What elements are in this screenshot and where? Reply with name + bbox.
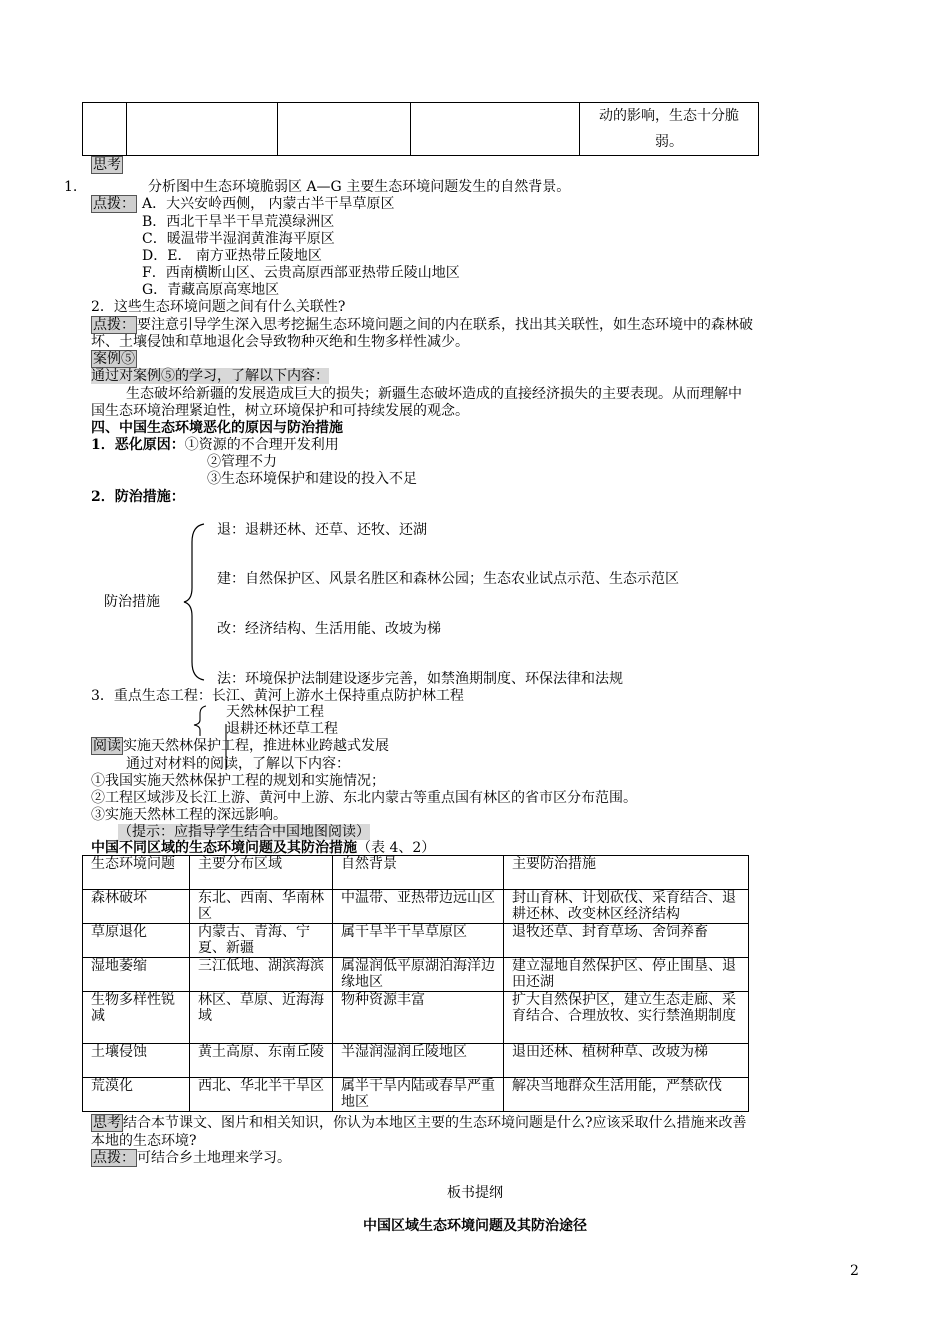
table-cell: 属湿润低平原湖泊海洋边缘地区	[333, 958, 504, 992]
measure-item: 建：自然保护区、风景名胜区和森林公园；生态农业试点示范、生态示范区	[217, 571, 679, 587]
table-cell: 建立湿地自然保护区、停止围垦、退田还湖	[504, 958, 749, 992]
table-cell: 东北、西南、华南林区	[190, 890, 333, 924]
top-table-cell	[127, 103, 278, 156]
table-cell: 三江低地、湖滨海滨	[190, 958, 333, 992]
table-cell: 物种资源丰富	[333, 992, 504, 1044]
hint-line: D．E． 南方亚热带丘陵地区	[142, 248, 322, 264]
hint2-line2: 坏、土壤侵蚀和草地退化会导致物种灭绝和生物多样性减少。	[91, 334, 469, 350]
table-cell: 生物多样性锐减	[83, 992, 190, 1044]
hint-line: A．大兴安岭西侧， 内蒙古半干旱草原区	[142, 196, 395, 212]
top-table-fragment	[82, 102, 759, 156]
outline-title: 中国区域生态环境问题及其防治途径	[363, 1218, 587, 1234]
think2-line: 结合本节课文、图片和相关知识，你认为本地区主要的生态环境问题是什么?应该采取什么措施来改善	[123, 1115, 747, 1131]
case-line: 生态破坏给新疆的发展造成巨大的损失；新疆生态破坏造成的直接经济损失的主要表现。从而理解中	[126, 386, 742, 402]
top-table-cell	[278, 103, 411, 156]
hint-tag: 点拨：	[93, 317, 135, 333]
hint-line: G．青藏高原高寒地区	[142, 282, 280, 298]
measures-label: 2．防治措施：	[91, 489, 185, 505]
table-row	[83, 1078, 749, 1112]
case-line: 国生态环境治理紧迫性，树立环境保护和可持续发展的观念。	[91, 403, 469, 419]
ecology-table	[82, 855, 749, 1112]
key-sub-item: 退耕还林还草工程	[226, 721, 338, 737]
top-table-last-cell	[580, 103, 759, 156]
measure-item: 改：经济结构、生活用能、改坡为梯	[217, 621, 441, 637]
key-projects: 3．重点生态工程：长江、黄河上游水土保持重点防护林工程	[91, 688, 464, 704]
cause-item: ①资源的不合理开发利用	[184, 437, 339, 453]
reading-tip: （提示：应指导学生结合中国地图阅读）	[118, 824, 370, 840]
measure-item: 退：退耕还林、还草、还牧、还湖	[217, 522, 427, 538]
reading-title: 实施天然林保护工程，推进林业跨越式发展	[123, 738, 389, 754]
table-cell: 西北、华北半干旱区	[190, 1078, 333, 1112]
table-header: 生态环境问题	[83, 856, 190, 890]
table-cell: 退牧还草、封育草场、舍饲养畜	[504, 924, 749, 958]
curly-brace-icon	[180, 522, 210, 682]
hint2-line1: 要注意引导学生深入思考挖掘生态环境问题之间的内在联系，找出其关联性，如生态环境中的森林破	[137, 317, 753, 333]
hint-line: F．西南横断山区、云贵高原西部亚热带丘陵山地区	[142, 265, 460, 281]
table-cell: 林区、草原、近海海域	[190, 992, 333, 1044]
table-row	[83, 890, 749, 924]
top-table-cell	[411, 103, 580, 156]
measure-item: 法：环境保护法制建设逐步完善，如禁渔期制度、环保法律和法规	[217, 671, 623, 687]
case-intro: 通过对案例⑤的学习，了解以下内容：	[91, 368, 329, 384]
table-header: 自然背景	[333, 856, 504, 890]
think2-line: 本地的生态环境?	[91, 1133, 197, 1149]
table-cell: 封山育林、计划砍伐、采育结合、退耕还林、改变林区经济结构	[504, 890, 749, 924]
table-row	[83, 924, 749, 958]
table-row	[83, 958, 749, 992]
case-tag: 案例⑤	[93, 351, 135, 367]
top-cell-line: 动的影响，生态十分脆	[599, 108, 739, 124]
table-cell: 中温带、亚热带边远山区	[333, 890, 504, 924]
table-cell: 半湿润湿润丘陵地区	[333, 1044, 504, 1078]
hint-line: B．西北干旱半干旱荒漠绿洲区	[142, 214, 335, 230]
table-cell: 属半干旱内陆或春旱严重地区	[333, 1078, 504, 1112]
table-cell: 属干旱半干旱草原区	[333, 924, 504, 958]
page-number: 2	[850, 1263, 859, 1279]
table-cell: 退田还林、植树种草、改坡为梯	[504, 1044, 749, 1078]
table-cell: 森林破坏	[83, 890, 190, 924]
table-cell: 扩大自然保护区，建立生态走廊、采育结合、合理放牧、实行禁渔期制度	[504, 992, 749, 1044]
table-cell: 黄土高原、东南丘陵	[190, 1044, 333, 1078]
cause-item: ③生态环境保护和建设的投入不足	[207, 471, 417, 487]
question-text: 分析图中生态环境脆弱区 A—G 主要生态环境问题发生的自然背景。	[148, 179, 571, 195]
outline-heading: 板书提纲	[447, 1185, 503, 1201]
table-cell: 内蒙古、青海、宁夏、新疆	[190, 924, 333, 958]
reading-intro: 通过对材料的阅读，了解以下内容：	[126, 756, 350, 772]
table-header: 主要分布区域	[190, 856, 333, 890]
reading-tag: 阅读	[93, 738, 121, 754]
table-row	[83, 1044, 749, 1078]
table-title: 中国不同区域的生态环境问题及其防治措施	[91, 840, 357, 856]
cause-item: ②管理不力	[207, 454, 277, 470]
top-cell-line: 弱。	[655, 134, 683, 150]
question-number: 1.	[64, 179, 78, 195]
think2-hint: 可结合乡土地理来学习。	[137, 1150, 291, 1166]
key-sub-item: 天然林保护工程	[226, 704, 324, 720]
reading-item: ①我国实施天然林保护工程的规划和实施情况；	[91, 773, 385, 789]
table-cell: 解决当地群众生活用能，严禁砍伐	[504, 1078, 749, 1112]
table-row	[83, 992, 749, 1044]
table-cell: 湿地萎缩	[83, 958, 190, 992]
table-cell: 荒漠化	[83, 1078, 190, 1112]
table-cell: 土壤侵蚀	[83, 1044, 190, 1078]
table-title-suffix: （表 4、2）	[357, 840, 436, 856]
table-header: 主要防治措施	[504, 856, 749, 890]
think-tag: 思考	[93, 157, 121, 173]
section-heading: 四、中国生态环境恶化的原因与防治措施	[91, 420, 343, 436]
hint-tag: 点拨：	[93, 1150, 135, 1166]
top-table-cell	[83, 103, 127, 156]
table-header-row	[83, 856, 749, 890]
reading-item: ③实施天然林工程的深远影响。	[91, 807, 287, 823]
brace-label: 防治措施	[104, 594, 160, 610]
think-tag: 思考	[93, 1115, 121, 1131]
cause-label: 1．恶化原因：	[91, 437, 185, 453]
question-2: 2．这些生态环境问题之间有什么关联性?	[91, 299, 346, 315]
hint-line: C．暖温带半湿润黄淮海平原区	[142, 231, 335, 247]
table-cell: 草原退化	[83, 924, 190, 958]
reading-item: ②工程区域涉及长江上游、黄河中上游、东北内蒙古等重点国有林区的省市区分布范围。	[91, 790, 637, 806]
hint-tag: 点拨：	[93, 196, 135, 212]
